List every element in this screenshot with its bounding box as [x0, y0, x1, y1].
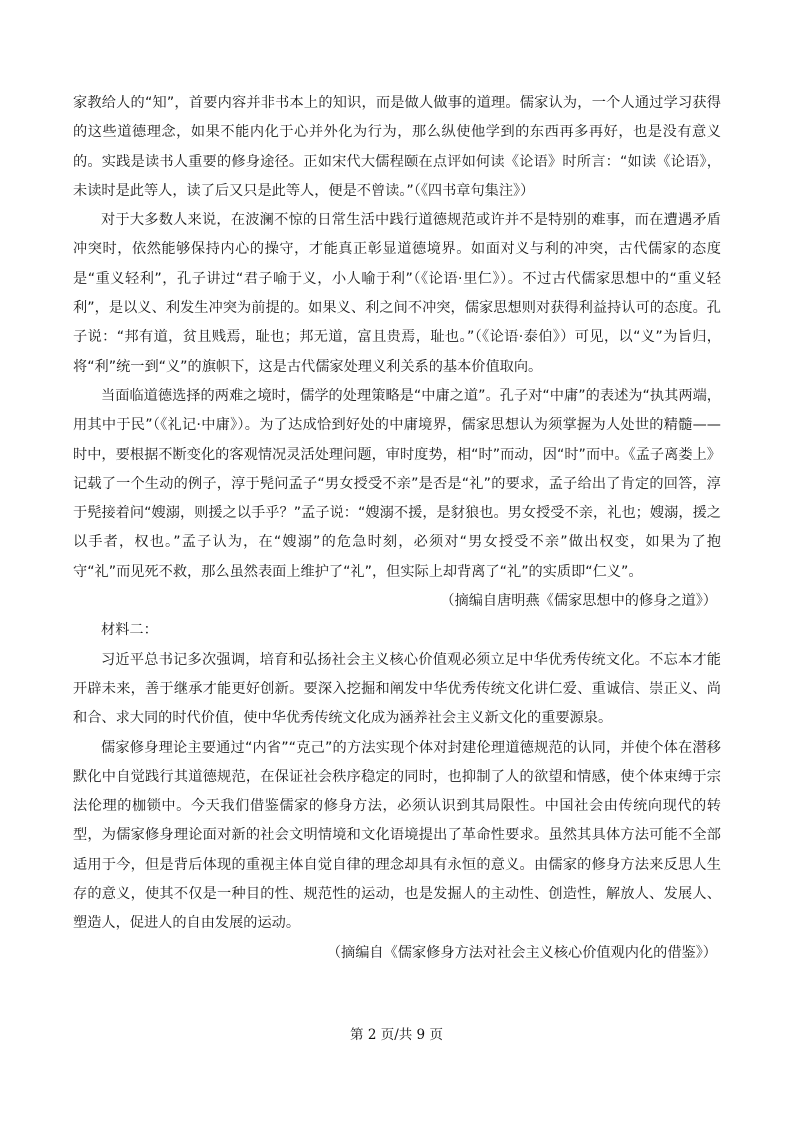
paragraph-doctrine-of-mean: 当面临道德选择的两难之境时，儒学的处理策略是“中庸之道”。孔子对“中庸”的表述为“执其两端，用其中于民”（《礼记·中庸》）。为了达成恰到好处的中庸境界，儒家思想认为须掌握为人处世的精髓——时中，要根据不断变化的客观情况灵活处理问题，审时度势，相“时”而动，因“时”而中。《孟子离娄上》记载了一个生动的例子，淳于髡问孟子“男女授受不亲”是否是“礼”的要求，孟子给出了肯定的回答，淳于髡接着问“嫂溺，则援之以手乎？”孟子说：“嫂溺不援，是豺狼也。男女授受不亲，礼也；嫂溺，援之以手者，权也。”孟子认为，在“嫂溺”的危急时刻，必须对“男女授受不亲”做出权变，如果为了抱守“礼”而见死不救，那么虽然表面上维护了“礼”，但实际上却背离了“礼”的实质即“仁义”。	[73, 387, 721, 580]
page-number-footer: 第 2 页/共 9 页	[350, 1027, 443, 1043]
paragraph-self-cultivation-theory: 儒家修身理论主要通过“内省”“克己”的方法实现个体对封建伦理道德规范的认同，并使个体在潜移默化中自觉践行其道德规范，在保证社会秩序稳定的同时，也抑制了人的欲望和情感，使个体束缚于宗法伦理的枷锁中。今天我们借鉴儒家的修身方法，必须认识到其局限性。中国社会由传统向现代的转型，为儒家修身理论面对新的社会文明情境和文化语境提出了革命性要求。虽然其具体方法可能不全部适用于今，但是背后体现的重视主体自觉自律的理念却具有永恒的意义。由儒家的修身方法来反思人生存的意义，使其不仅是一种目的性、规范性的运动，也是发掘人的主动性、创造性，解放人、发展人、塑造人，促进人的自由发展的运动。	[73, 739, 721, 932]
material-2-heading: 材料二：	[101, 622, 158, 639]
paragraph-core-values: 习近平总书记多次强调，培育和弘扬社会主义核心价值观必须立足中华优秀传统文化。不忘本才能开辟未来，善于继承才能更好创新。要深入挖掘和阐发中华优秀传统文化讲仁爱、重诚信、崇正义、尚和合、求大同的时代价值，使中华优秀传统文化成为涵养社会主义新文化的重要源泉。	[73, 651, 721, 727]
paragraph-righteousness-profit: 对于大多数人来说，在波澜不惊的日常生活中践行道德规范或许并不是特别的难事，而在遭遇矛盾冲突时，依然能够保持内心的操守，才能真正彰显道德境界。如面对义与利的冲突，古代儒家的态度是“重义轻利”，孔子讲过“君子喻于义，小人喻于利”（《论语·里仁》）。不过古代儒家思想中的“重义轻利”，是以义、利发生冲突为前提的。如果义、利之间不冲突，儒家思想则对获得利益持认可的态度。孔子说：“邦有道，贫且贱焉，耻也；邦无道，富且贵焉，耻也。”（《论语·泰伯》）可见，以“义”为旨归，将“利”统一到“义”的旗帜下，这是古代儒家处理义利关系的基本价值取向。	[73, 212, 721, 375]
source-citation-1: （摘编自唐明燕《儒家思想中的修身之道》）	[440, 593, 717, 610]
paragraph-continuation: 家教给人的“知”，首要内容并非书本上的知识，而是做人做事的道理。儒家认为，一个人通过学习获得的这些道德理念，如果不能内化于心并外化为行为，那么纵使他学到的东西再多再好，也是没有意义的。实践是读书人重要的修身途径。正如宋代大儒程颐在点评如何读《论语》时所言：“如读《论语》，未读时是此等人，读了后又只是此等人，便是不曾读。”（《四书章句集注》）	[73, 95, 721, 199]
source-citation-2: （摘编自《儒家修身方法对社会主义核心价值观内化的借鉴》）	[326, 944, 717, 961]
document-body	[73, 89, 721, 968]
